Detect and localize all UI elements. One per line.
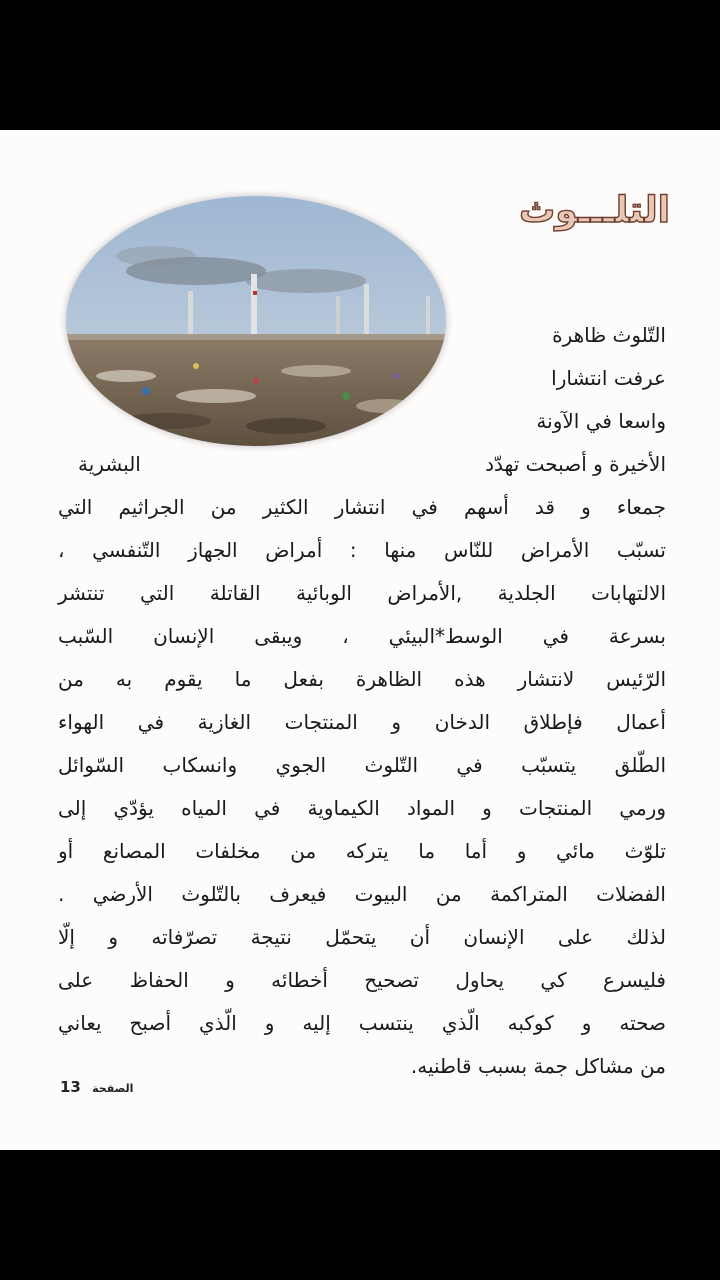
text-line: الفضلات المتراكمة من البيوت فيعرف بالتّلوث الأرضي . <box>58 882 666 906</box>
text-line: التّلوث ظاهرة <box>552 323 666 347</box>
text-line: واسعا في الآونة <box>536 409 666 433</box>
article-body-mid <box>58 443 666 486</box>
text-line: الرّئيس لانتشار هذه الظاهرة بفعل ما يقوم به من <box>58 667 666 691</box>
article-body-main <box>58 486 666 1088</box>
text-line-right: الأخيرة و أصبحت تهدّد <box>485 452 666 476</box>
text-line: ورمي المنتجات و المواد الكيماوية في المياه يؤدّي إلى <box>58 796 666 820</box>
page-title: التلـــوث <box>519 190 670 231</box>
text-line: صحته و كوكبه الّذي ينتسب إليه و الّذي أصبح يعاني <box>58 1011 666 1035</box>
document-page <box>0 130 720 1150</box>
text-line <box>58 443 666 486</box>
page-footer <box>60 1078 133 1096</box>
article-body <box>300 314 666 443</box>
text-line-left: البشرية <box>78 452 141 476</box>
text-line: لذلك على الإنسان أن يتحمّل نتيجة تصرّفاته و إلّا <box>58 925 666 949</box>
text-line: الالتهابات الجلدية ,الأمراض الوبائية القاتلة التي تنتشر <box>58 581 666 605</box>
text-line: من مشاكل جمة بسبب قاطنيه. <box>410 1054 666 1078</box>
text-line: فليسرع كي يحاول تصحيح أخطائه و الحفاظ على <box>58 968 666 992</box>
page-label: الصفحة <box>92 1082 134 1095</box>
text-line: أعمال فإطلاق الدخان و المنتجات الغازية في الهواء <box>58 710 666 734</box>
page-number: 13 <box>60 1078 81 1096</box>
text-line: تلوّث مائي و أما ما يتركه من مخلفات المصانع أو <box>58 839 666 863</box>
text-line: تسبّب الأمراض للنّاس منها : أمراض الجهاز التّنفسي ، <box>58 538 666 562</box>
text-line: عرفت انتشارا <box>551 366 666 390</box>
text-line: بسرعة في الوسط*البيئي ، ويبقى الإنسان السّبب <box>58 624 666 648</box>
text-line: الطّلق يتسبّب في التّلوث الجوي وانسكاب السّوائل <box>58 753 666 777</box>
text-line: جمعاء و قد أسهم في انتشار الكثير من الجراثيم التي <box>58 495 666 519</box>
